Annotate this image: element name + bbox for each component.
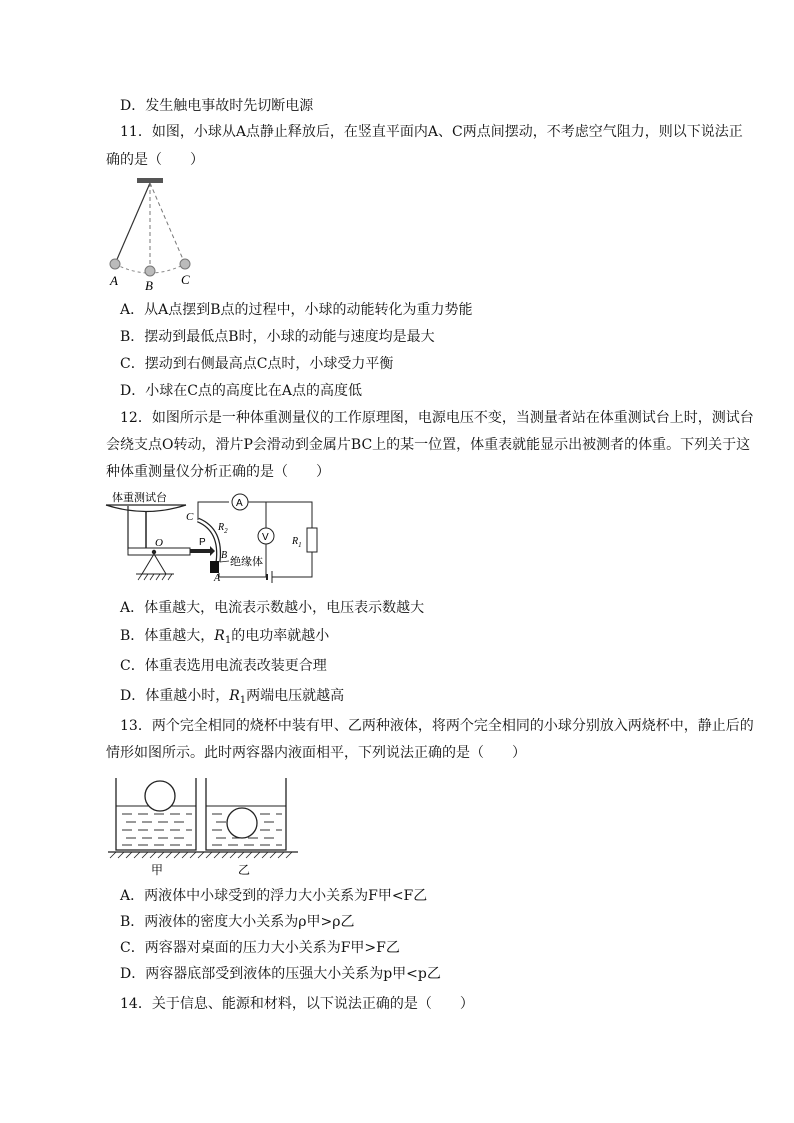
- ball-in-jia: [145, 781, 175, 811]
- q13-stem-line2: 情形如图所示。此时两容器内液面相平，下列说法正确的是（ ）: [106, 745, 526, 761]
- wire-top-left: [198, 502, 229, 520]
- svg-text:V: V: [262, 532, 269, 543]
- q11-option-a: A．从A点摆到B点的过程中，小球的动能转化为重力势能: [120, 302, 473, 318]
- q13-option-c: C．两容器对桌面的压力大小关系为F甲>F乙: [120, 940, 400, 956]
- insulator-label: 绝缘体: [230, 555, 263, 568]
- beakers-figure: [104, 770, 304, 880]
- resistor-r1: [307, 528, 317, 552]
- q11-option-d: D．小球在C点的高度比在A点的高度低: [120, 383, 363, 399]
- q11-option-c: C．摆动到右侧最高点C点时，小球受力平衡: [120, 356, 394, 372]
- svg-text:A: A: [214, 573, 221, 584]
- q12-stem-line3: 种体重测量仪分析正确的是（ ）: [106, 464, 330, 480]
- label-a: A: [110, 273, 118, 288]
- q10-option-d: D．发生触电事故时先切断电源: [120, 98, 314, 114]
- pendulum-support: [137, 178, 163, 183]
- svg-text:A: A: [236, 498, 243, 509]
- pendulum-string: [115, 183, 150, 264]
- q12-option-d: D．体重越小时，$R_1$两端电压就越高: [120, 688, 345, 706]
- q13-stem-line1: 13．两个完全相同的烧杯中装有甲、乙两种液体，将两个完全相同的小球分别放入两烧杯中，静止后的: [120, 718, 754, 734]
- fulcrum-triangle: [142, 554, 166, 574]
- ball-b: [145, 266, 155, 276]
- q11-stem-line1: 11．如图，小球从A点静止释放后，在竖直平面内A、C两点间摆动，不考虑空气阻力，则以下说法正: [120, 124, 743, 140]
- q11-stem-line2: 确的是（ ）: [106, 152, 204, 168]
- svg-text:O: O: [155, 537, 163, 549]
- r1-label: $R_1$: [292, 536, 302, 549]
- q13-option-a: A．两液体中小球受到的浮力大小关系为F甲<F乙: [120, 888, 428, 904]
- label-jia: 甲: [151, 863, 164, 877]
- q12-option-b: B．体重越大，$R_1$的电功率就越小: [120, 628, 330, 646]
- label-b: B: [145, 278, 153, 292]
- q11-option-b: B．摆动到最低点B时，小球的动能与速度均是最大: [120, 329, 435, 345]
- ball-c: [180, 259, 190, 269]
- insulator-block: [210, 561, 219, 573]
- lever-arm: [128, 548, 190, 555]
- q13-option-b: B．两液体的密度大小关系为ρ甲>ρ乙: [120, 914, 355, 930]
- beaker-jia: [116, 778, 196, 850]
- wire-top-right: [248, 502, 312, 528]
- q12-option-c: C．体重表选用电流表改装更合理: [120, 658, 327, 674]
- pendulum-string-right: [150, 183, 185, 264]
- label-yi: 乙: [238, 863, 251, 877]
- label-c: C: [181, 272, 190, 287]
- beaker-yi: [206, 778, 286, 850]
- ball-in-yi: [227, 808, 257, 838]
- pendulum-figure: [100, 174, 210, 292]
- q12-option-a: A．体重越大，电流表示数越小，电压表示数越大: [120, 600, 425, 616]
- weight-scale-circuit-figure: [100, 488, 330, 586]
- q13-option-d: D．两容器底部受到液体的压强大小关系为p甲<p乙: [120, 966, 441, 982]
- svg-text:P: P: [199, 537, 206, 548]
- r2-label: $R_2$: [218, 522, 228, 535]
- svg-text:C: C: [186, 511, 194, 523]
- q14-stem-line1: 14．关于信息、能源和材料，以下说法正确的是（ ）: [120, 996, 474, 1012]
- q12-stem-line1: 12．如图所示是一种体重测量仪的工作原理图，电源电压不变，当测量者站在体重测试台上时，测试台: [120, 410, 754, 426]
- q12-stem-line2: 会绕支点O转动，滑片P会滑动到金属片BC上的某一位置，体重表就能显示出被测者的体重。下列关于这: [106, 437, 751, 453]
- platform-top: [106, 505, 186, 512]
- ball-a: [110, 259, 120, 269]
- svg-text:B: B: [221, 550, 228, 561]
- platform-label: 体重测试台: [112, 491, 167, 504]
